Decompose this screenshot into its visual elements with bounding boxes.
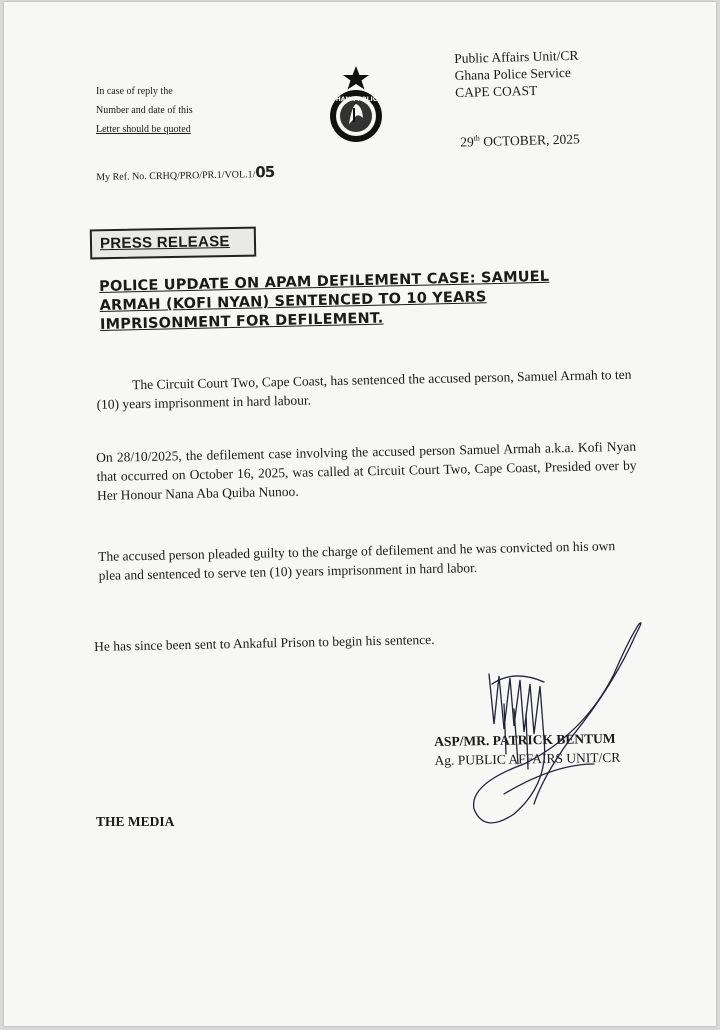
reference-printed: My Ref. No. CRHQ/PRO/PR.1/VOL.1/	[96, 169, 256, 183]
reply-note	[96, 82, 236, 139]
document-date	[460, 131, 580, 151]
reference-handwritten: 05	[255, 162, 275, 182]
sender-address	[454, 47, 580, 101]
headline-line-3: IMPRISONMENT FOR DEFILEMENT.	[99, 310, 384, 333]
body-paragraph-3: The accused person pleaded guilty to the charge of defilement and he was convicted on his own plea and sentenced to serve ten (10) years imprisonment in hard labor.	[98, 538, 616, 583]
reply-note-line-1: In case of reply the	[96, 86, 173, 97]
body-paragraph-1	[96, 365, 637, 414]
sender-service: Ghana Police Service	[454, 64, 572, 83]
addressee: THE MEDIA	[96, 814, 175, 829]
body-paragraph-2: On 28/10/2025, the defilement case involving the accused person Samuel Armah a.k.a. Kofi Nyan that occurred on October 16, 2025, was called at Circuit Court Two, Cape Coast, Presided over by Her Honour Nana Aba Quiba Nunoo.	[96, 438, 637, 503]
signatory-name: ASP/MR. PATRICK BENTUM	[434, 730, 616, 749]
sender-location: CAPE COAST	[454, 82, 538, 100]
date-month-year: OCTOBER, 2025	[479, 131, 580, 149]
date-day: 29	[460, 134, 474, 150]
reply-note-line-2: Number and date of this	[96, 105, 193, 116]
press-release-document	[4, 2, 716, 1026]
body-paragraph-1-text: The Circuit Court Two, Cape Coast, has sentenced the accused person, Samuel Armah to ten (10) years imprisonment in hard labour.	[96, 366, 632, 412]
reference-number	[96, 163, 274, 184]
date-suffix: th	[473, 133, 480, 143]
press-release-label: PRESS RELEASE	[99, 233, 230, 253]
headline-line-2: ARMAH (KOFI NYAN) SENTENCED TO 10 YEARS	[99, 289, 487, 314]
handwritten-signature	[444, 614, 664, 834]
headline-line-1: POLICE UPDATE ON APAM DEFILEMENT CASE: SAMUEL	[99, 268, 550, 295]
press-release-label-box	[90, 227, 256, 260]
body-paragraph-4: He has since been sent to Ankaful Prison to begin his sentence.	[94, 631, 435, 654]
headline	[99, 266, 620, 335]
crest-text: GHANA POLICE	[330, 96, 382, 103]
reply-note-line-3: Letter should be quoted	[96, 124, 191, 135]
ghana-police-crest-icon	[322, 64, 390, 144]
sender-unit: Public Affairs Unit/CR	[454, 47, 579, 66]
signatory-title: Ag. PUBLIC AFFAIRS UNIT/CR	[434, 749, 621, 768]
